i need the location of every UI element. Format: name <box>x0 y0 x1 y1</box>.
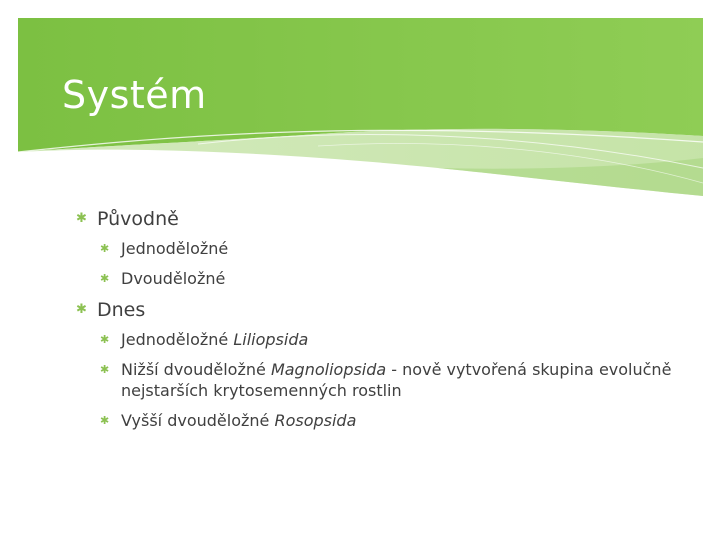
list-subitem <box>100 329 676 350</box>
bullet-list <box>76 206 676 440</box>
list-subitem <box>100 268 676 289</box>
asterisk-icon: ✱ <box>100 242 110 255</box>
subitem-text: Jednoděložné <box>121 330 234 349</box>
latin-name: Magnoliopsida <box>270 360 387 379</box>
subitem-text: Nižší dvouděložné <box>121 360 271 379</box>
page-title: Systém <box>62 73 207 117</box>
asterisk-icon: ✱ <box>100 272 110 285</box>
section-label: Původně <box>97 208 179 230</box>
title-banner <box>18 18 703 198</box>
asterisk-icon: ✱ <box>100 363 110 376</box>
asterisk-icon: ✱ <box>100 333 110 346</box>
subitem-rest: - nově vytvořená skupina evolučně nejstarších krytosemenných rostlin <box>121 360 672 400</box>
list-subitem <box>100 410 676 431</box>
asterisk-icon: ✱ <box>100 414 110 427</box>
list-item-puvodne <box>76 206 676 232</box>
subitem-text: Jednoděložné <box>121 239 229 258</box>
asterisk-icon: ✱ <box>76 211 87 226</box>
asterisk-icon: ✱ <box>76 302 87 317</box>
list-item-dnes <box>76 297 676 323</box>
section-label: Dnes <box>97 299 146 321</box>
subitem-text: Dvouděložné <box>121 269 226 288</box>
latin-name: Rosopsida <box>274 411 357 430</box>
list-subitem <box>100 238 676 259</box>
subitem-text: Vyšší dvouděložné <box>121 411 275 430</box>
list-subitem <box>100 359 676 401</box>
latin-name: Liliopsida <box>233 330 309 349</box>
